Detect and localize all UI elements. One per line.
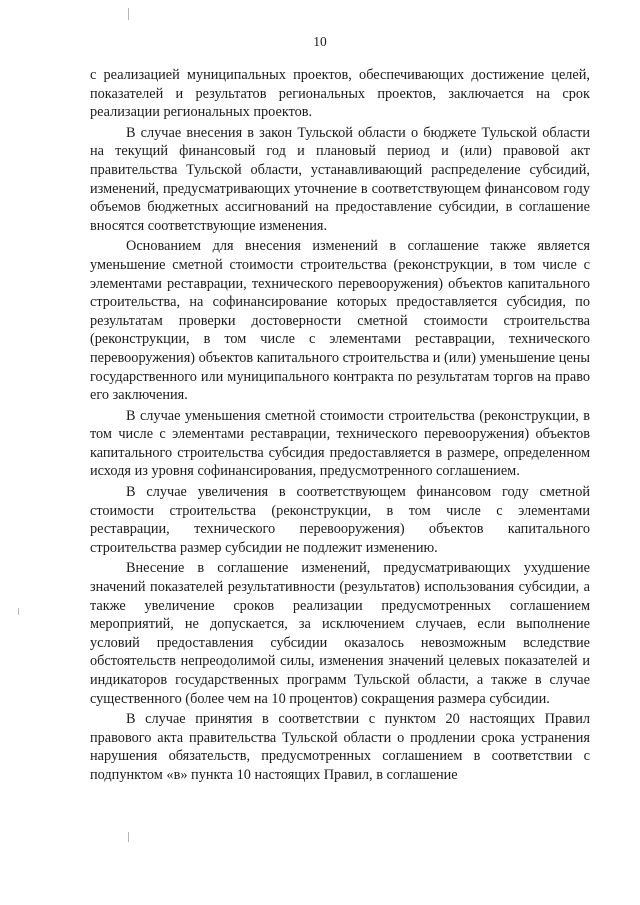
paragraph-1: с реализацией муниципальных проектов, обеспечивающих достижение целей, показателей и результатов региональных проектов, заключается на срок реализации региональных проектов.	[90, 67, 590, 121]
scan-mark-bottom	[128, 832, 129, 842]
page-number: 10	[313, 34, 327, 49]
paragraph-7: В случае принятия в соответствии с пунктом 20 настоящих Правил правового акта правительства Тульской области о продлении срока устранения нарушения обязательств, предусмотренных соглашением в соответствии с подпунктом «в» пункта 10 настоящих Правил, в соглашение	[90, 711, 590, 783]
paragraph-4: В случае уменьшения сметной стоимости строительства (реконструкции, в том числе с элементами реставрации, технического перевооружения) объектов капитального строительства субсидия предоставляется в размере, определенном исходя из уровня софинансирования, предусмотренного соглашением.	[90, 407, 590, 480]
paragraph-2: В случае внесения в закон Тульской области о бюджете Тульской области на текущий финансовый год и плановый период и (или) правовой акт правительства Тульской области, устанавливающий распределение субсидий, изменений, предусматривающих уточнение в соответствующем финансовом году объемов бюджетных ассигнований на предоставление субсидии, в соглашение вносятся соответствующие изменения.	[90, 124, 590, 234]
paragraph-6: Внесение в соглашение изменений, предусматривающих ухудшение значений показателей результативности (результатов) использования субсидии, а также увеличение сроков реализации предусмотренных соглашением мероприятий, не допускается, за исключением случаев, если выполнение условий предоставления субсидии оказалось невозможным вследствие обстоятельств непреодолимой силы, изменения значений целевых показателей и индикаторов государственных программ Тульской области, а также в случае существенного (более чем на 10 процентов) сокращения размера субсидии.	[90, 560, 590, 707]
scan-mark-top	[128, 8, 129, 20]
document-body	[90, 66, 590, 785]
scan-mark-left	[18, 608, 19, 615]
paragraph-5: В случае увеличения в соответствующем финансовом году сметной стоимости строительства (реконструкции, в том числе с элементами реставрации, технического перевооружения) объектов капитального строительства размер субсидии не подлежит изменению.	[90, 484, 590, 556]
paragraph-3: Основанием для внесения изменений в соглашение также является уменьшение сметной стоимости строительства (реконструкции, в том числе с элементами реставрации, технического перевооружения) объектов капитального строительства, на софинансирование которых предоставляется субсидия, по результатам проверки достоверности сметной стоимости строительства (реконструкции, в том числе с элементами реставрации, технического перевооружения) объектов капитального строительства и (или) уменьшение цены государственного или муниципального контракта по результатам торгов на право его заключения.	[90, 238, 590, 404]
